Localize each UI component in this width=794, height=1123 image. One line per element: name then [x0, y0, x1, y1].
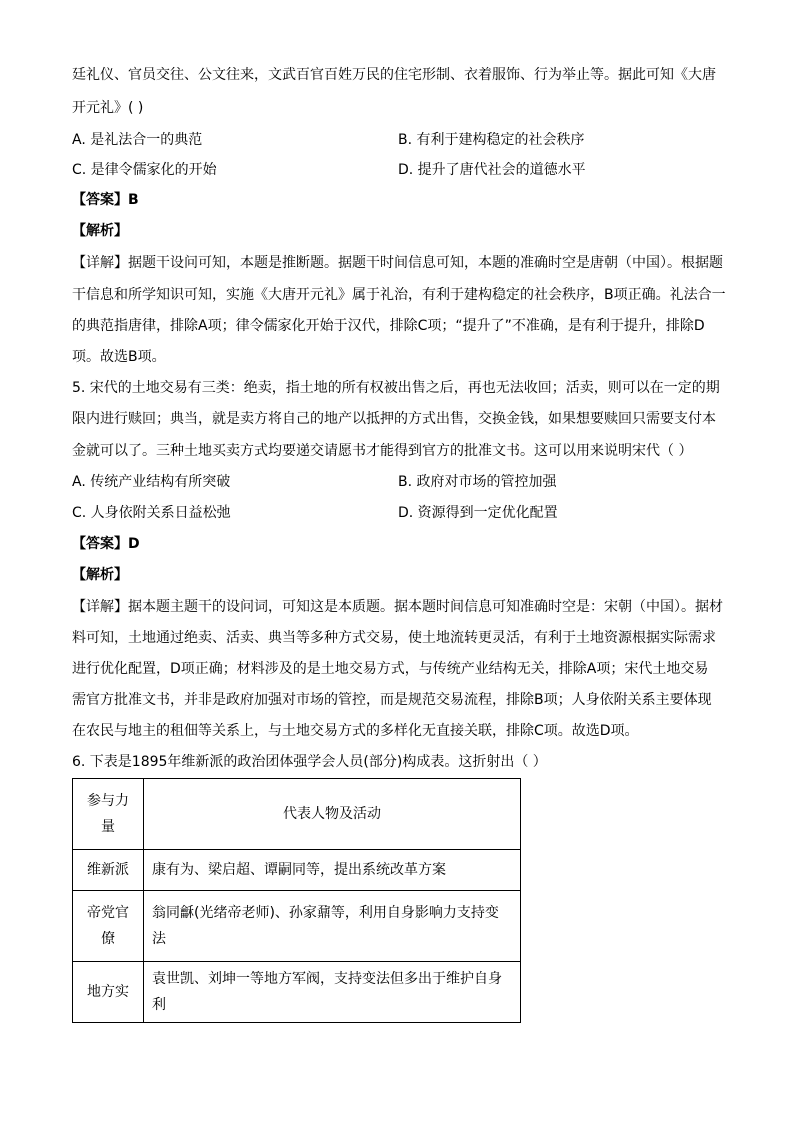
q5-stem-line-1: 5. 宋代的土地交易有三类：绝卖，指土地的所有权被出售之后，再也无法收回；活卖，则可以在一定的期: [72, 380, 720, 396]
table-cell: 袁世凯、刘坤一等地方军阀，支持变法但多出于维护自身利: [144, 962, 521, 1023]
q4-option-d: D. 提升了唐代社会的道德水平: [398, 162, 586, 178]
table-row: [73, 850, 521, 891]
q4-detail-line-1: 【详解】据题干设问可知，本题是推断题。据题干时间信息可知，本题的准确时空是唐朝（中国）。根据题: [72, 255, 723, 271]
q5-answer: 【答案】D: [72, 536, 140, 552]
q5-detail-line-3: 进行优化配置，D项正确；材料涉及的是土地交易方式，与传统产业结构无关，排除A项；宋代土地交易: [72, 661, 709, 677]
q5-stem-line-2: 限内进行赎回；典当，就是卖方将自己的地产以抵押的方式出售，交换金钱，如果想要赎回只需要支付本: [72, 411, 716, 427]
q5-detail-line-4: 需官方批准文书，并非是政府加强对市场的管控，而是规范交易流程，排除B项；人身依附关系主要体现: [72, 692, 712, 708]
table-row: [73, 891, 521, 962]
table-cell: 地方实: [73, 962, 144, 1023]
q4-detail-line-4: 项。故选B项。: [72, 349, 166, 365]
q4-detail-line-3: 的典范指唐律，排除A项；律令儒家化开始于汉代，排除C项；“提升了”不准确，是有利于提升，排除D: [72, 318, 705, 334]
q5-option-c: C. 人身依附关系日益松弛: [72, 505, 231, 521]
table-cell: 翁同龢(光绪帝老师)、孙家鼐等，利用自身影响力支持变法: [144, 891, 521, 962]
q4-option-a: A. 是礼法合一的典范: [72, 132, 203, 148]
q5-analysis-label: 【解析】: [72, 567, 128, 583]
q5-detail-line-1: 【详解】据本题主题干的设问词，可知这是本质题。据本题时间信息可知准确时空是：宋朝（中国）。据材: [72, 599, 723, 615]
table-cell: 康有为、梁启超、谭嗣同等，提出系统改革方案: [144, 850, 521, 891]
q4-option-c: C. 是律令儒家化的开始: [72, 162, 217, 178]
table-cell: 帝党官僚: [73, 891, 144, 962]
table-header-row: [73, 779, 521, 850]
q4-detail-line-2: 干信息和所学知识可知，实施《大唐开元礼》属于礼治，有利于建构稳定的社会秩序，B项正确。礼法合一: [72, 287, 726, 303]
q4-stem-line-2: 开元礼》( ): [72, 100, 144, 116]
q5-detail-line-2: 料可知，土地通过绝卖、活卖、典当等多种方式交易，使土地流转更灵活，有利于土地资源根据实际需求: [72, 630, 716, 646]
table-header-cell: 参与力量: [73, 779, 144, 850]
table-row: [73, 962, 521, 1023]
q5-stem-line-3: 金就可以了。三种土地买卖方式均要递交请愿书才能得到官方的批准文书。这可以用来说明宋代（ ）: [72, 443, 693, 459]
q5-option-b: B. 政府对市场的管控加强: [398, 474, 557, 490]
q6-stem: 6. 下表是1895年维新派的政治团体强学会人员(部分)构成表。这折射出（ ）: [72, 754, 547, 770]
q5-option-d: D. 资源得到一定优化配置: [398, 505, 558, 521]
table-cell: 维新派: [73, 850, 144, 891]
q5-detail-line-5: 在农民与地主的租佃等关系上，与土地交易方式的多样化无直接关联，排除C项。故选D项。: [72, 723, 639, 739]
composition-table: [72, 778, 521, 1023]
q5-option-a: A. 传统产业结构有所突破: [72, 474, 231, 490]
q4-stem-line-1: 廷礼仪、官员交往、公文往来，文武百官百姓万民的住宅形制、衣着服饰、行为举止等。据此可知《大唐: [72, 67, 716, 83]
q4-answer: 【答案】B: [72, 192, 139, 208]
q4-option-b: B. 有利于建构稳定的社会秩序: [398, 132, 585, 148]
q4-analysis-label: 【解析】: [72, 223, 128, 239]
table-header-cell: 代表人物及活动: [144, 779, 521, 850]
